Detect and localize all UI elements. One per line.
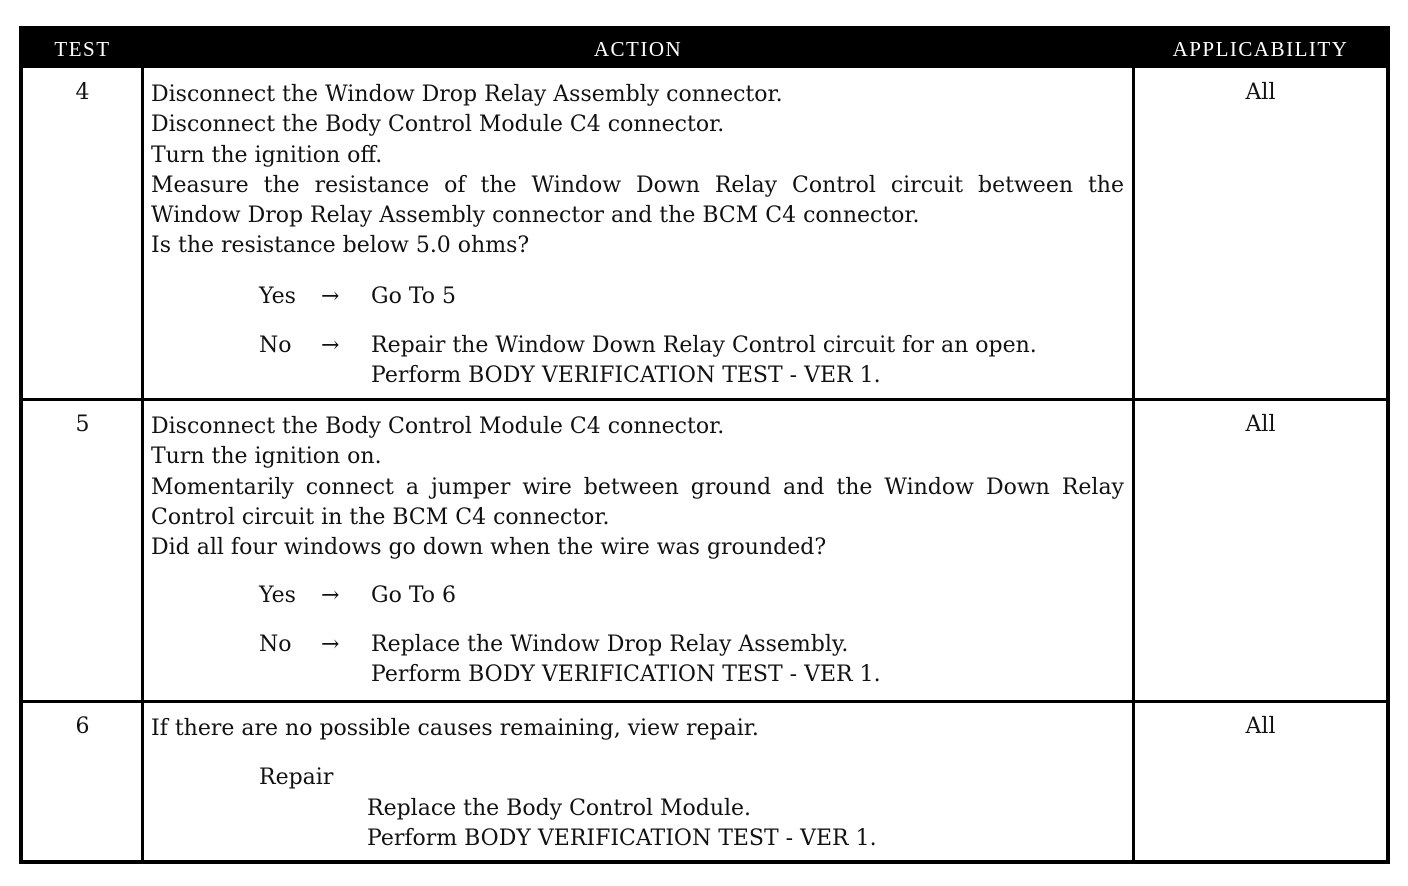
header-action: ACTION (593, 37, 683, 61)
applicability-value: All (1245, 80, 1276, 105)
action-line: Disconnect the Body Control Module C4 connector. (151, 112, 725, 138)
diagnostic-table (19, 26, 1390, 864)
action-line: Window Drop Relay Assembly connector and the BCM C4 connector. (151, 203, 920, 229)
no-result: Replace the Window Drop Relay Assembly. (371, 632, 849, 658)
action-line: Did all four windows go down when the wire was grounded? (151, 535, 827, 561)
action-line: Measure the resistance of the Window Down Relay Control circuit between the (151, 172, 1124, 198)
arrow-right-icon: → (321, 283, 340, 309)
yes-label: Yes (259, 283, 296, 309)
header-test: TEST (54, 37, 111, 61)
no-label: No (259, 632, 292, 658)
test-number: 6 (75, 714, 90, 739)
action-line: Is the resistance below 5.0 ohms? (151, 233, 530, 259)
yes-branch (151, 282, 1124, 312)
action-line: Momentarily connect a jumper wire between ground and the Window Down Relay (151, 474, 1124, 500)
action-line: Turn the ignition off. (151, 142, 383, 168)
test-number: 4 (75, 80, 90, 105)
action-line: Disconnect the Body Control Module C4 connector. (151, 414, 725, 439)
no-branch (151, 331, 1124, 361)
action-line: Turn the ignition on. (151, 444, 382, 470)
yes-branch (151, 581, 1124, 611)
row-divider (23, 700, 1386, 703)
action-line: If there are no possible causes remaining, view repair. (151, 716, 759, 741)
no-result-line2: Perform BODY VERIFICATION TEST - VER 1. (371, 362, 881, 388)
action-line: Disconnect the Window Drop Relay Assembly connector. (151, 82, 783, 107)
arrow-right-icon: → (321, 332, 340, 358)
no-branch (151, 630, 1124, 660)
yes-result: Go To 5 (371, 283, 457, 309)
yes-label: Yes (259, 583, 296, 609)
applicability-value: All (1245, 714, 1276, 739)
repair-text-line2: Perform BODY VERIFICATION TEST - VER 1. (367, 825, 877, 851)
row-divider (23, 398, 1386, 401)
table-row-action (151, 714, 1124, 854)
table-row-action (151, 80, 1124, 391)
no-result-line2: Perform BODY VERIFICATION TEST - VER 1. (371, 662, 881, 688)
arrow-right-icon: → (321, 583, 340, 609)
applicability-value: All (1245, 412, 1276, 437)
action-line: Control circuit in the BCM C4 connector. (151, 504, 610, 530)
table-row-action (151, 412, 1124, 691)
no-label: No (259, 332, 292, 358)
repair-label: Repair (259, 765, 334, 791)
no-result: Repair the Window Down Relay Control circuit for an open. (371, 332, 1037, 358)
yes-result: Go To 6 (371, 583, 457, 609)
test-number: 5 (75, 412, 90, 437)
table-header (23, 30, 1386, 68)
arrow-right-icon: → (321, 632, 340, 658)
repair-text: Replace the Body Control Module. (367, 795, 752, 821)
header-applicability: APPLICABILITY (1172, 37, 1349, 61)
